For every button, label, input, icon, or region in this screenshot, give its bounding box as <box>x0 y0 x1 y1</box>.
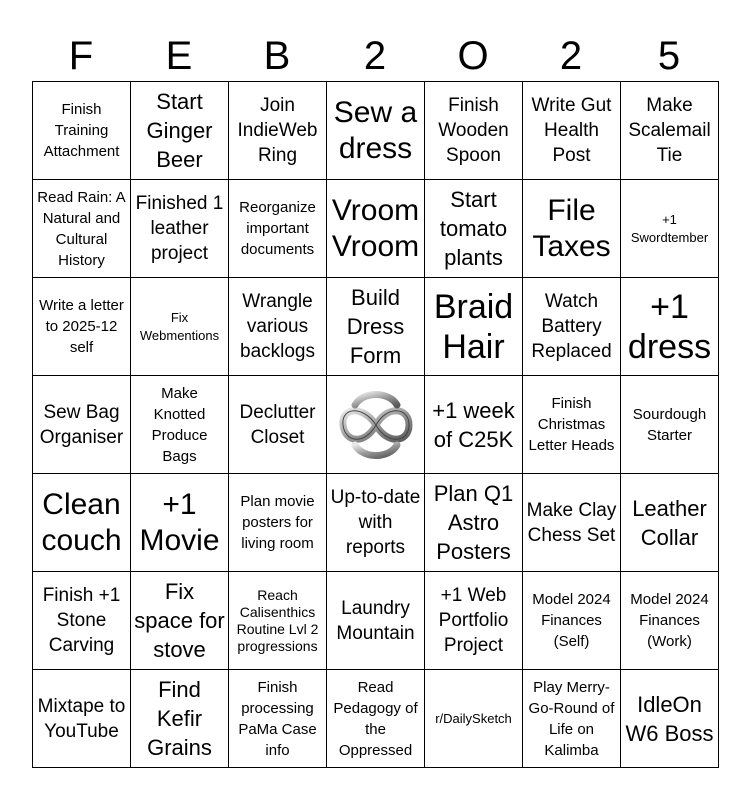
bingo-cell[interactable] <box>425 670 523 768</box>
bingo-cell-label: r/DailySketch <box>435 710 512 726</box>
bingo-cell-label: +1 Movie <box>139 487 220 557</box>
bingo-cell-label: Mixtape to YouTube <box>37 695 126 742</box>
bingo-cell-label: Play Merry-Go-Round of Life on Kalimba <box>528 678 615 759</box>
bingo-cell[interactable] <box>523 82 621 180</box>
bingo-cell[interactable] <box>131 376 229 474</box>
bingo-grid <box>32 81 719 768</box>
bingo-cell-label: +1 Swordtember <box>630 211 709 245</box>
bingo-cell-label: Reach Calisenthics Routine Lvl 2 progressions <box>236 586 319 654</box>
bingo-cell-label: File Taxes <box>532 193 611 263</box>
bingo-cell[interactable] <box>425 180 523 278</box>
bingo-cell-label: Model 2024 Finances (Self) <box>532 591 611 650</box>
bingo-cell[interactable] <box>33 376 131 474</box>
header-letter: 2 <box>363 34 387 78</box>
bingo-cell-label: Read Pedagogy of the Oppressed <box>333 678 418 759</box>
bingo-cell-label: Finish Training Attachment <box>43 101 120 160</box>
bingo-cell[interactable] <box>131 474 229 572</box>
bingo-cell[interactable] <box>621 572 719 670</box>
bingo-cell[interactable] <box>229 278 327 376</box>
bingo-cell-label: Finished 1 leather project <box>135 193 224 264</box>
bingo-cell[interactable] <box>621 474 719 572</box>
bingo-cell-label: Write Gut Health Post <box>531 95 612 166</box>
bingo-cell-label: Build Dress Form <box>346 285 405 368</box>
bingo-cell[interactable] <box>229 670 327 768</box>
bingo-cell-label: Sew Bag Organiser <box>39 401 124 448</box>
bingo-cell[interactable] <box>327 670 425 768</box>
bingo-cell[interactable] <box>523 670 621 768</box>
bingo-cell-label: Declutter Closet <box>239 401 316 448</box>
bingo-cell[interactable] <box>33 474 131 572</box>
bingo-cell[interactable] <box>131 278 229 376</box>
bingo-cell-label: +1 week of C25K <box>432 397 515 452</box>
bingo-cell-label: Laundry Mountain <box>336 597 415 644</box>
header-letter: B <box>263 34 291 78</box>
bingo-cell-label: Clean couch <box>41 487 122 557</box>
bingo-cell-label: +1 Web Portfolio Project <box>438 585 509 656</box>
bingo-cell-label: Join IndieWeb Ring <box>237 95 318 166</box>
bingo-cell[interactable] <box>425 82 523 180</box>
bingo-cell-label: Fix space for stove <box>134 579 225 662</box>
bingo-cell[interactable] <box>327 474 425 572</box>
bingo-header <box>32 30 718 82</box>
bingo-cell-label: Finish processing PaMa Case info <box>238 678 317 759</box>
bingo-cell[interactable] <box>327 278 425 376</box>
bingo-cell[interactable] <box>229 180 327 278</box>
knot-icon <box>333 385 419 465</box>
bingo-cell[interactable] <box>621 376 719 474</box>
bingo-cell-label: Wrangle various backlogs <box>240 291 315 362</box>
bingo-cell-label: Write a letter to 2025-12 self <box>39 297 124 356</box>
bingo-cell[interactable] <box>621 278 719 376</box>
bingo-cell[interactable] <box>33 82 131 180</box>
bingo-cell-label: Fix Webmentions <box>139 309 220 343</box>
bingo-cell-label: Start Ginger Beer <box>146 89 213 172</box>
bingo-cell-label: Make Clay Chess Set <box>526 499 617 546</box>
bingo-cell[interactable] <box>621 670 719 768</box>
header-letter: 5 <box>657 34 681 78</box>
bingo-cell-label: Vroom Vroom <box>331 193 420 263</box>
bingo-cell-label: Finish +1 Stone Carving <box>42 585 121 656</box>
bingo-cell-label: Start tomato plants <box>439 187 508 270</box>
bingo-cell[interactable] <box>523 180 621 278</box>
bingo-cell[interactable] <box>33 180 131 278</box>
bingo-cell[interactable] <box>229 474 327 572</box>
bingo-cell-label: Finish Wooden Spoon <box>438 95 509 166</box>
bingo-cell-label: Finish Christmas Letter Heads <box>528 395 615 454</box>
bingo-cell-label: Find Kefir Grains <box>147 677 212 760</box>
bingo-cell[interactable] <box>425 572 523 670</box>
bingo-cell[interactable] <box>621 180 719 278</box>
bingo-cell-label: Make Knotted Produce Bags <box>151 384 208 465</box>
bingo-cell[interactable] <box>425 278 523 376</box>
bingo-cell[interactable] <box>33 670 131 768</box>
bingo-cell-label: Braid Hair <box>433 287 514 366</box>
bingo-free-cell[interactable] <box>327 376 425 474</box>
bingo-cell[interactable] <box>327 82 425 180</box>
bingo-cell-label: IdleOn W6 Boss <box>625 691 714 746</box>
header-letter: 2 <box>559 34 583 78</box>
bingo-cell[interactable] <box>425 474 523 572</box>
bingo-cell[interactable] <box>425 376 523 474</box>
bingo-cell-label: Plan movie posters for living room <box>240 493 315 552</box>
bingo-cell[interactable] <box>33 572 131 670</box>
bingo-cell-label: Reorganize important documents <box>239 199 316 258</box>
bingo-cell[interactable] <box>131 180 229 278</box>
bingo-cell[interactable] <box>229 572 327 670</box>
bingo-cell[interactable] <box>523 572 621 670</box>
bingo-cell[interactable] <box>131 670 229 768</box>
bingo-cell[interactable] <box>33 278 131 376</box>
bingo-cell-label: +1 dress <box>627 287 712 366</box>
header-letter: F <box>68 34 94 78</box>
bingo-cell[interactable] <box>327 572 425 670</box>
bingo-cell[interactable] <box>229 82 327 180</box>
bingo-cell[interactable] <box>523 474 621 572</box>
bingo-cell-label: Sew a dress <box>333 95 418 165</box>
bingo-cell[interactable] <box>131 82 229 180</box>
bingo-cell-label: Watch Battery Replaced <box>531 291 612 362</box>
bingo-cell[interactable] <box>621 82 719 180</box>
bingo-cell-label: Leather Collar <box>632 495 707 550</box>
bingo-cell-label: Read Rain: A Natural and Cultural History <box>37 188 126 269</box>
bingo-cell-label: Model 2024 Finances (Work) <box>630 591 709 650</box>
bingo-cell-label: Up-to-date with reports <box>330 487 421 558</box>
bingo-cell[interactable] <box>327 180 425 278</box>
bingo-cell[interactable] <box>131 572 229 670</box>
bingo-cell[interactable] <box>523 376 621 474</box>
header-letter: O <box>457 34 489 78</box>
header-letter: E <box>165 34 193 78</box>
bingo-cell[interactable] <box>523 278 621 376</box>
bingo-cell[interactable] <box>229 376 327 474</box>
bingo-cell-label: Make Scalemail Tie <box>628 95 711 166</box>
bingo-cell-label: Sourdough Starter <box>632 405 707 444</box>
bingo-cell-label: Plan Q1 Astro Posters <box>433 481 514 564</box>
